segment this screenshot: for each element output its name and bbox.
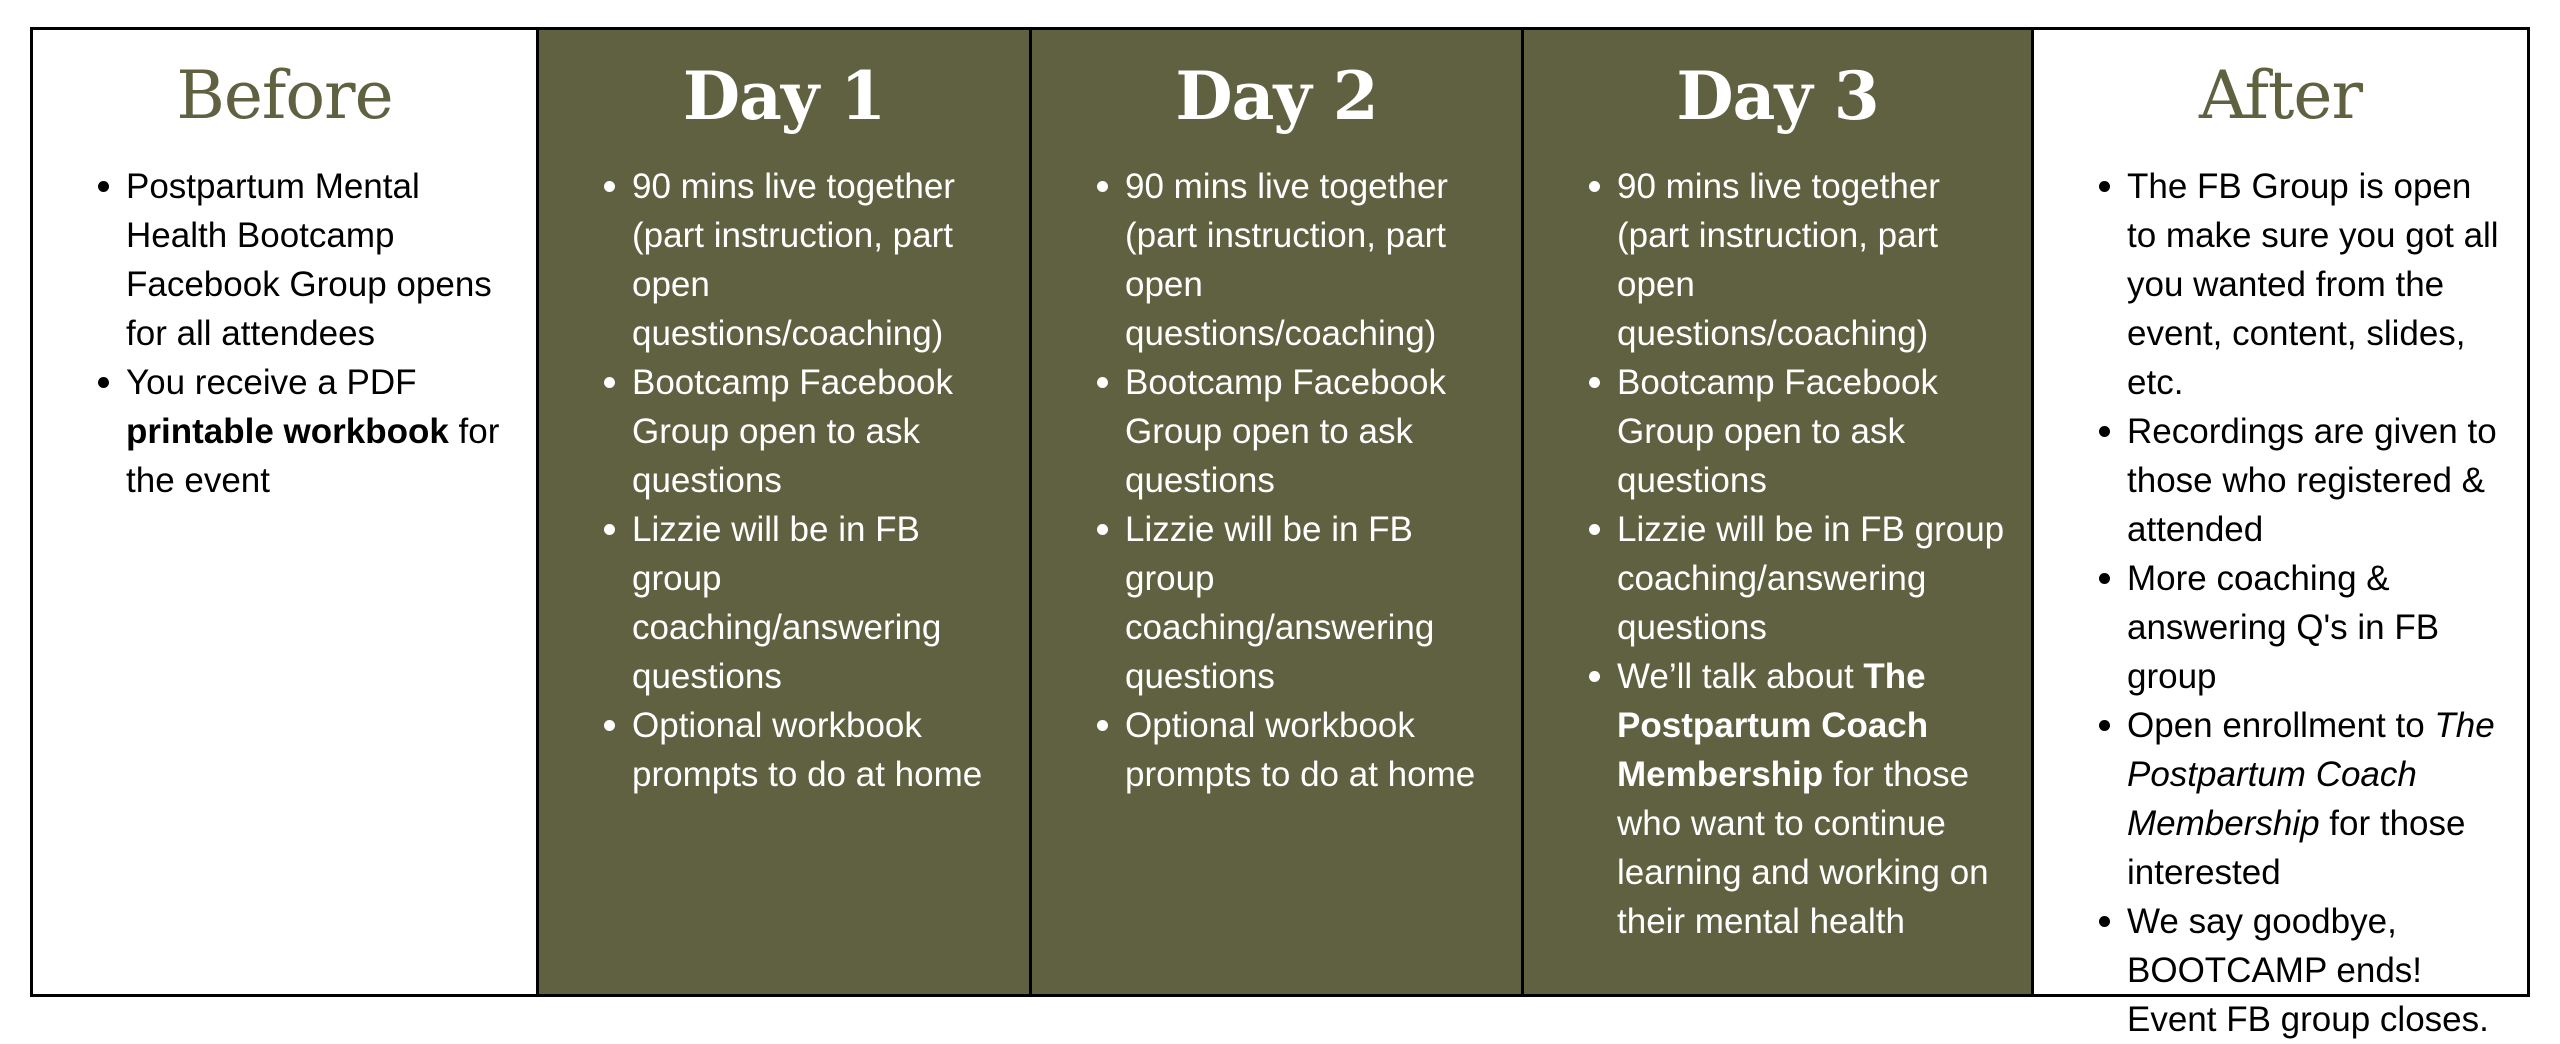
column-title: Before	[176, 57, 393, 134]
column-day-2	[1029, 30, 1521, 994]
item-list	[1524, 162, 2031, 946]
column-title: Day 1	[682, 57, 886, 135]
list-item: Bootcamp Facebook Group open to ask questions	[1125, 358, 1521, 505]
list-item: Open enrollment to The Postpartum Coach Membership for those interested	[2127, 701, 2527, 897]
list-item: Optional workbook prompts to do at home	[632, 701, 1029, 799]
list-item: Bootcamp Facebook Group open to ask questions	[632, 358, 1029, 505]
list-item: Bootcamp Facebook Group open to ask questions	[1617, 358, 2031, 505]
list-item: Recordings are given to those who registered & attended	[2127, 407, 2527, 554]
list-item: We’ll talk about The Postpartum Coach Membership for those who want to continue learning and working on their mental health	[1617, 652, 2031, 946]
list-item: The FB Group is open to make sure you got all you wanted from the event, content, slides, etc.	[2127, 162, 2527, 407]
column-title: After	[2198, 57, 2363, 134]
column-title: Day 2	[1175, 57, 1378, 135]
list-item: Postpartum Mental Health Bootcamp Facebook Group opens for all attendees	[126, 162, 536, 358]
item-list	[33, 162, 536, 505]
list-item: Lizzie will be in FB group coaching/answering questions	[1125, 505, 1521, 701]
list-item: More coaching & answering Q's in FB group	[2127, 554, 2527, 701]
column-title: Day 3	[1676, 57, 1879, 135]
column-day-3	[1521, 30, 2031, 994]
bootcamp-schedule-table	[30, 27, 2530, 1039]
column-before	[33, 30, 536, 994]
item-list	[539, 162, 1029, 799]
list-item: Lizzie will be in FB group coaching/answering questions	[632, 505, 1029, 701]
list-item: 90 mins live together (part instruction, part open questions/coaching)	[632, 162, 1029, 358]
bold-text: The Postpartum Coach Membership	[1617, 657, 1929, 794]
item-list	[2034, 162, 2527, 1044]
list-item: 90 mins live together (part instruction, part open questions/coaching)	[1617, 162, 2031, 358]
list-item: 90 mins live together (part instruction, part open questions/coaching)	[1125, 162, 1521, 358]
column-day-1	[536, 30, 1029, 994]
list-item: Optional workbook prompts to do at home	[1125, 701, 1521, 799]
list-item: Lizzie will be in FB group coaching/answering questions	[1617, 505, 2031, 652]
item-list	[1032, 162, 1521, 799]
bold-text: printable workbook	[126, 412, 449, 451]
list-item: You receive a PDF printable workbook for the event	[126, 358, 536, 505]
list-item: We say goodbye, BOOTCAMP ends! Event FB group closes.	[2127, 897, 2527, 1044]
italic-text: The Postpartum Coach Membership	[2127, 706, 2495, 843]
column-after	[2031, 30, 2527, 1039]
